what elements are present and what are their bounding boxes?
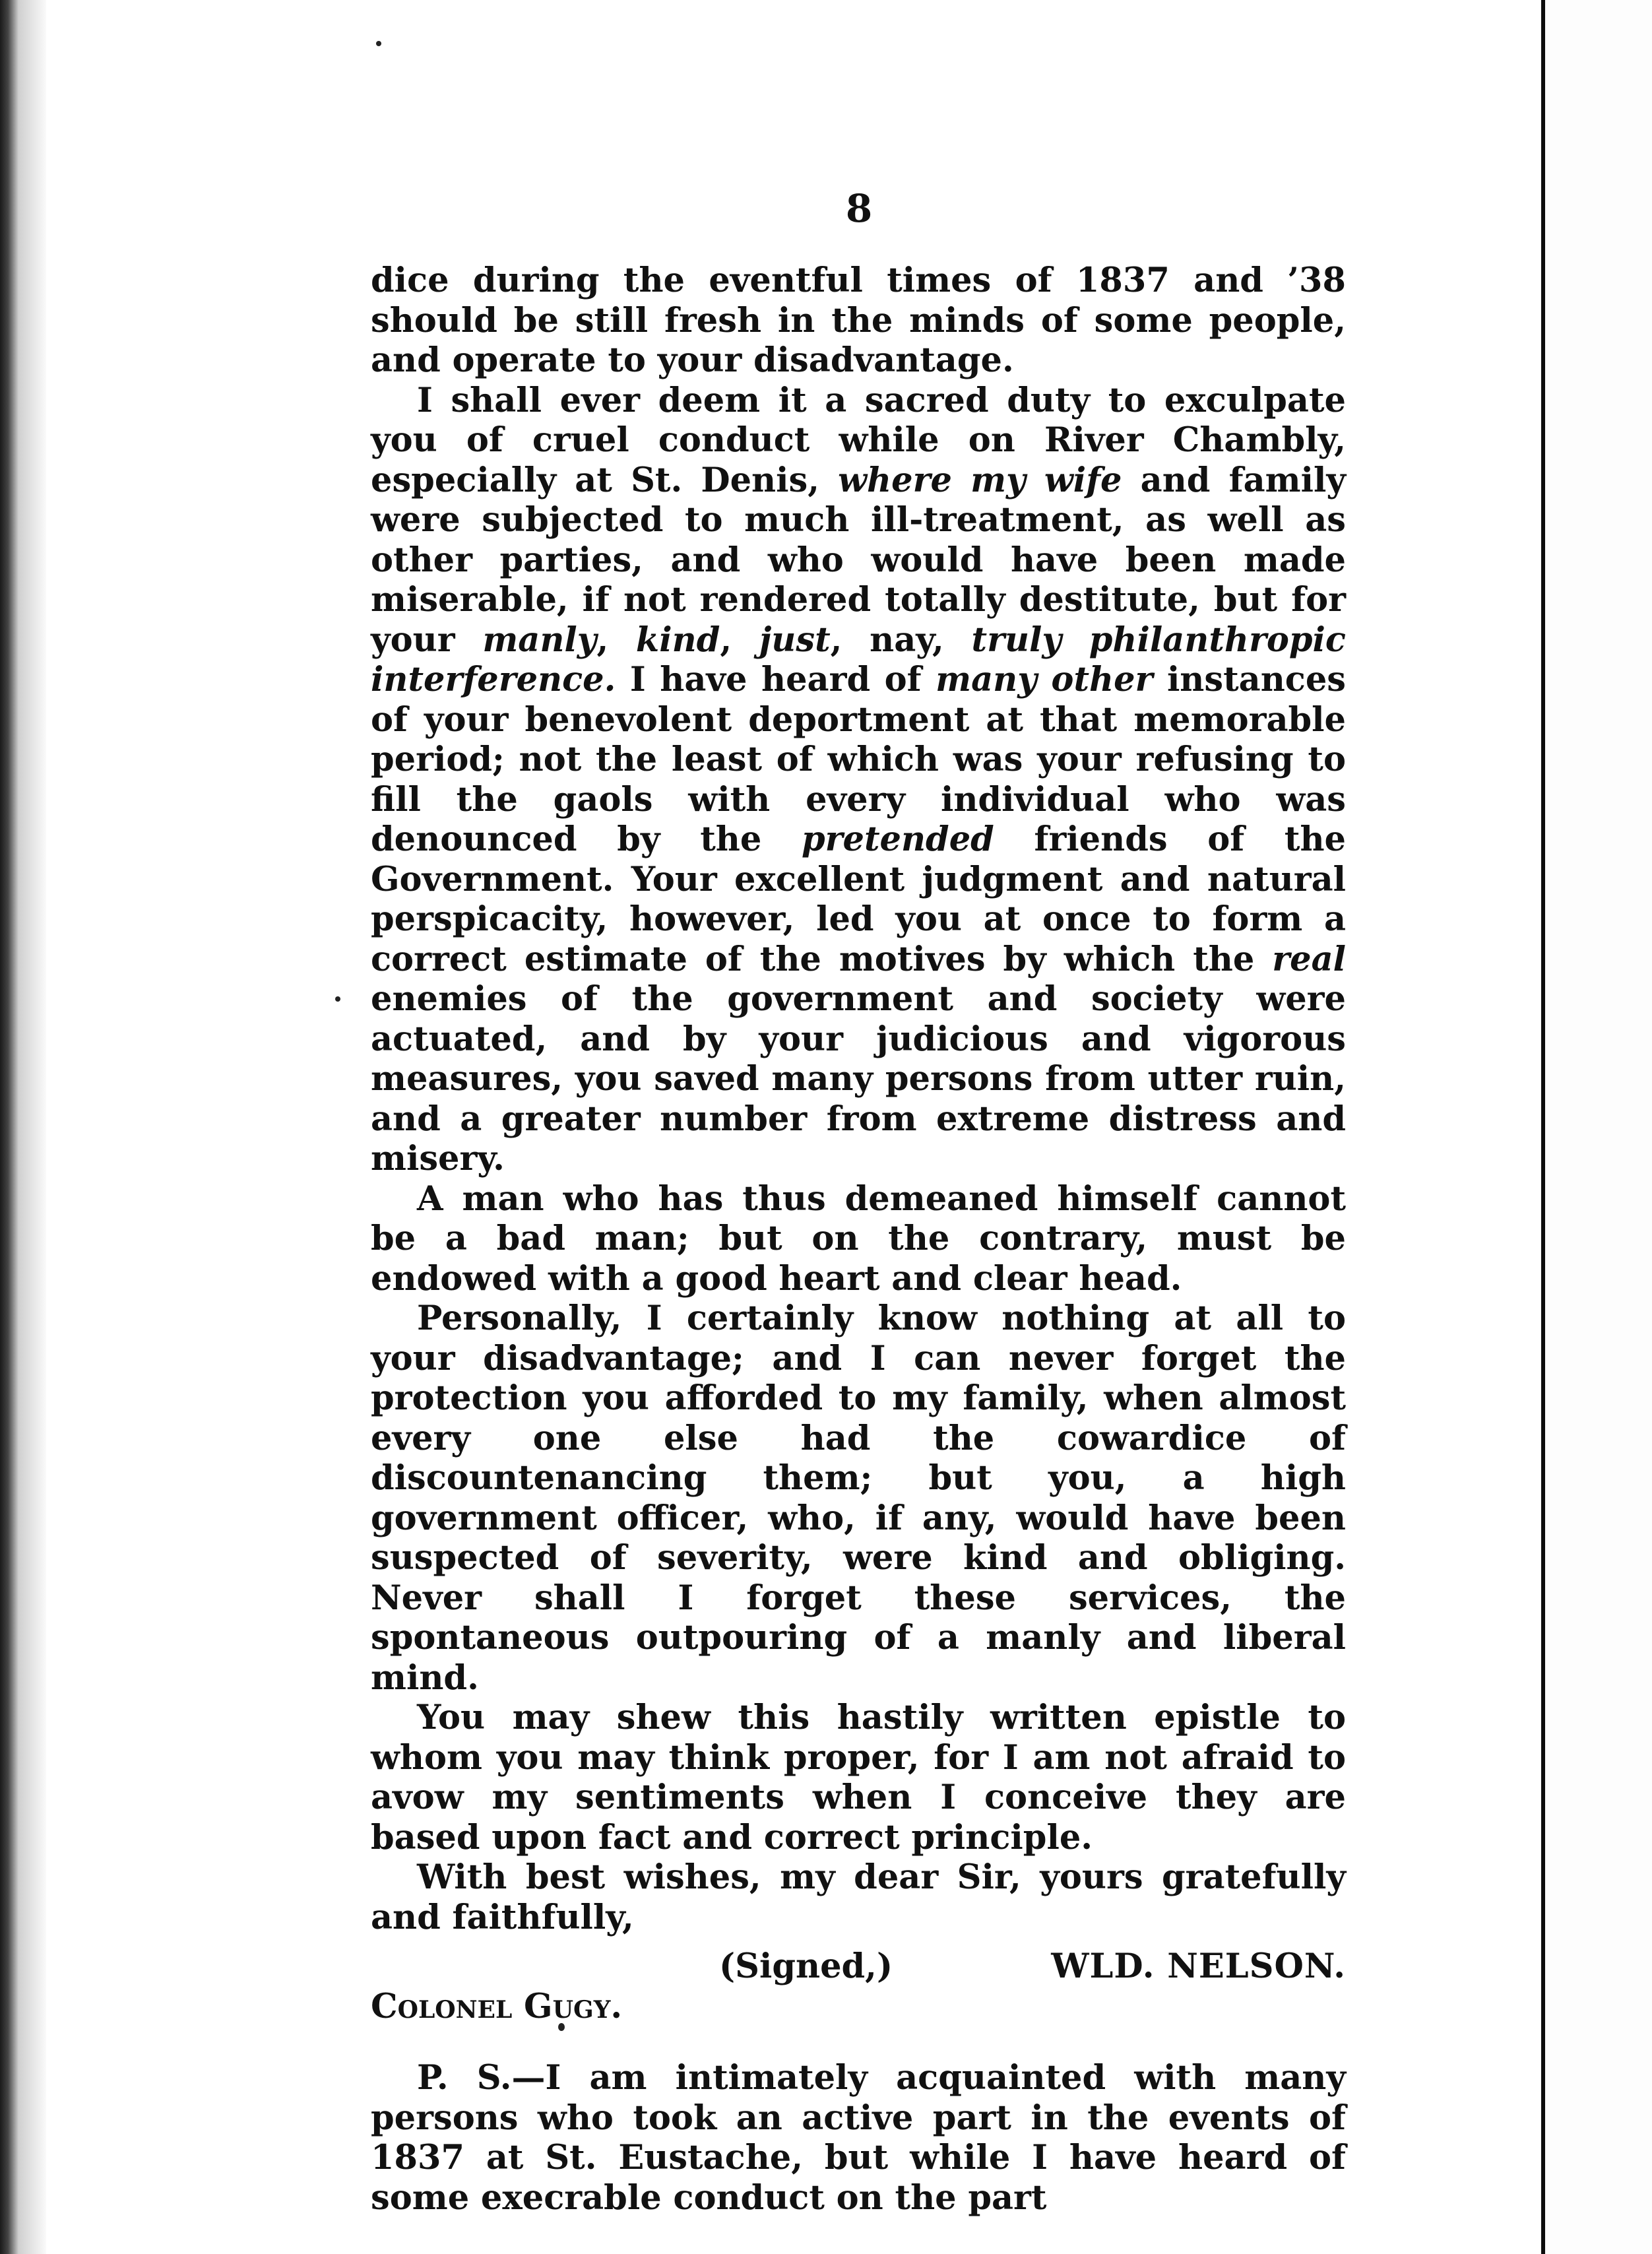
italic-run: pretended <box>801 820 994 859</box>
italic-run: many other <box>936 660 1153 699</box>
scan-left-edge <box>0 0 46 2254</box>
text-run: , <box>720 620 759 660</box>
paragraph-2 <box>371 381 1346 1179</box>
text-run: friends of the Government. Your excellent judgment and natural perspicacity, however, led you at once to form a correct estimate of the motives by which the <box>371 820 1346 979</box>
text-run: I have heard of <box>616 660 936 699</box>
text-run: instances of your benevolent deportment at that memorable period; not the least of which was your refusing to fill the gaols with every individual who was denounced by the <box>371 660 1347 859</box>
italic-run: manly <box>482 620 597 660</box>
signed-label: (Signed,) <box>719 1947 893 1986</box>
letter-body <box>371 261 1346 2218</box>
paragraph-1: dice during the eventful times of 1837 and ’38 should be still fresh in the minds of some people, and operate to your disadvantage. <box>371 261 1346 380</box>
paragraph-4: Personally, I certainly know nothing at all to your disadvantage; and I can never forget the protection you afforded to my family, when almost every one else had the cowardice of discountenancing them; but you, a high government officer, who, if any, would have been suspected of severity, were kind and obliging. Never shall I forget these services, the spontaneous outpouring of a manly and liberal mind. <box>371 1299 1346 1698</box>
text-run: I shall ever deem it a sacred duty to exculpate you of cruel conduct while on River Chambly, especially at St. Denis, <box>371 380 1346 500</box>
postscript: P. S.—I am intimately acquainted with many persons who took an active part in the events of 1837 at St. Eustache, but while I have heard of some execrable conduct on the part <box>371 2058 1346 2218</box>
italic-run: truly philanthropic interference. <box>371 620 1346 699</box>
italic-run: kind <box>635 620 720 660</box>
addressee: Colonel Gugy. <box>371 1986 623 2026</box>
italic-run: where my wife <box>838 460 1122 500</box>
text-run: , <box>596 620 636 660</box>
paragraph-5: You may shew this hastily written epistle to whom you may think proper, for I am not afraid to avow my sentiments when I conceive they are based upon fact and correct principle. <box>371 1698 1346 1857</box>
italic-run: real <box>1272 939 1346 979</box>
text-run: enemies of the government and society were actuated, and by your judicious and vigorous measures, you saved many persons from utter ruin, and a greater number from extreme distress and misery. <box>371 979 1346 1178</box>
scan-speck <box>376 41 381 46</box>
scan-speck <box>335 996 340 1002</box>
text-run: , nay, <box>830 620 972 660</box>
page-number: 8 <box>845 186 873 231</box>
scan-right-edge <box>1541 0 1652 2254</box>
text-run: and family were subjected to much ill-treatment, as well as other parties, and who would have been made miserable, if not rendered totally destitute, but for your <box>371 460 1346 660</box>
closing-paragraph: With best wishes, my dear Sir, yours gratefully and faithfully, <box>371 1857 1346 1937</box>
italic-run: just <box>759 620 831 660</box>
author-name: WLD. NELSON. <box>1051 1947 1346 1986</box>
signature-line <box>371 1947 1346 1987</box>
paragraph-3: A man who has thus demeaned himself cannot be a bad man; but on the contrary, must be endowed with a good heart and clear head. <box>371 1178 1346 1299</box>
